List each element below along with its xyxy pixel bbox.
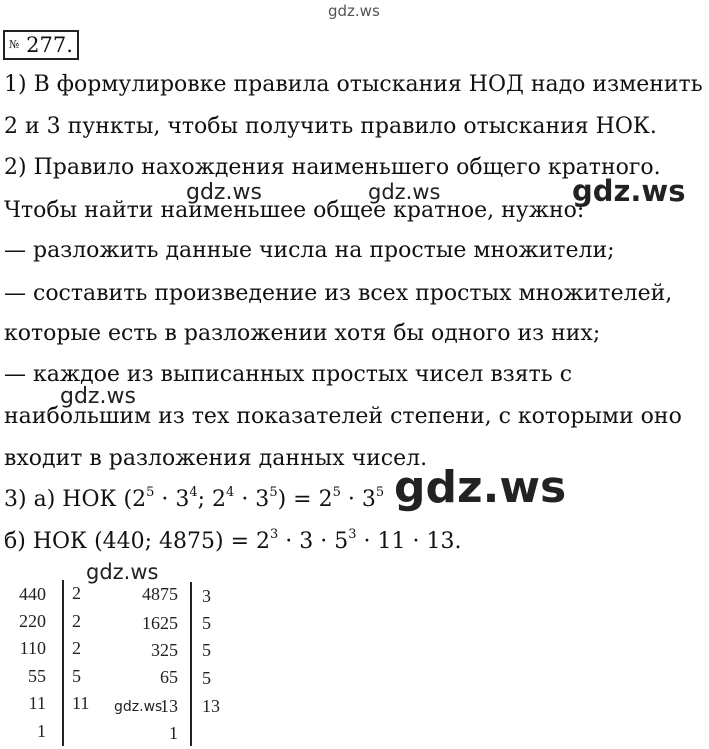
watermark: gdz.ws (368, 180, 441, 204)
left-number: 55 (28, 666, 46, 686)
left-factor: 2 (72, 583, 81, 603)
left-factor: 11 (72, 693, 90, 713)
number-sign: № (9, 38, 20, 51)
exponent: 5 (146, 484, 155, 500)
left-number: 440 (19, 584, 46, 604)
text-line: — разложить данные числа на простые множители; (4, 238, 615, 263)
divider-line (190, 582, 192, 746)
formula-text: · 3 (234, 487, 270, 512)
formula-text: ) = 2 (277, 487, 333, 512)
watermark: gdz.ws (186, 180, 262, 205)
right-factor: 5 (202, 640, 211, 660)
text-line: 1) В формулировке правила отыскания НОД надо изменить (4, 72, 703, 97)
exponent: 3 (348, 526, 357, 542)
watermark: gdz.ws (572, 174, 686, 208)
left-factor: 2 (72, 611, 81, 631)
right-number: 1625 (142, 613, 178, 633)
left-number: 110 (19, 638, 46, 658)
formula-a (4, 484, 385, 513)
exponent: 3 (270, 526, 279, 542)
exponent: 4 (226, 484, 235, 500)
formula-text: б) НОК (440; 4875) = 2 (4, 529, 271, 554)
text-line: 2 и 3 пункты, чтобы получить правило отыскания НОК. (4, 114, 657, 139)
right-factor: 5 (202, 613, 211, 633)
watermark: gdz.ws (328, 2, 380, 20)
right-factor: 5 (202, 668, 211, 688)
formula-text: · 3 (154, 487, 190, 512)
exponent: 5 (375, 484, 385, 500)
watermark: gdz.ws (114, 699, 163, 715)
watermark: gdz.ws (394, 462, 567, 513)
text-line: которые есть в разложении хотя бы одного из них; (4, 321, 601, 346)
watermark: gdz.ws (86, 560, 159, 584)
task-number (3, 30, 79, 60)
left-number: 1 (37, 721, 46, 741)
exponent: 5 (269, 484, 278, 500)
exponent: 4 (189, 484, 198, 500)
left-number: 11 (28, 693, 46, 713)
left-number: 220 (19, 611, 46, 631)
right-number: 13 (160, 696, 178, 716)
divider-line (62, 580, 64, 746)
text-line: — составить произведение из всех простых множителей, (4, 281, 673, 306)
right-number: 325 (151, 640, 178, 660)
text-line: Чтобы найти наименьшее общее кратное, нужно: (4, 198, 585, 223)
watermark: gdz.ws (60, 384, 136, 409)
formula-text: · 3 · 5 (278, 529, 349, 554)
right-number: 4875 (142, 584, 178, 604)
right-factor: 13 (202, 696, 220, 716)
formula-text: ; 2 (197, 487, 227, 512)
task-number-value: 277. (26, 33, 73, 57)
formula-b (4, 526, 462, 555)
formula-text: · 3 (340, 487, 376, 512)
right-factor: 3 (202, 586, 211, 606)
left-factor: 5 (72, 666, 81, 686)
text-line: наибольшим из тех показателей степени, с которыми оно (4, 404, 682, 429)
text-line: входит в разложения данных чисел. (4, 446, 428, 471)
right-number: 1 (169, 723, 178, 743)
formula-text: 3) а) НОК (2 (4, 487, 147, 512)
right-number: 65 (160, 667, 178, 687)
exponent: 5 (332, 484, 341, 500)
text-line: — каждое из выписанных простых чисел взять с (4, 362, 573, 387)
text-line: 2) Правило нахождения наименьшего общего кратного. (4, 155, 661, 180)
left-factor: 2 (72, 638, 81, 658)
formula-text: · 11 · 13. (356, 529, 462, 554)
